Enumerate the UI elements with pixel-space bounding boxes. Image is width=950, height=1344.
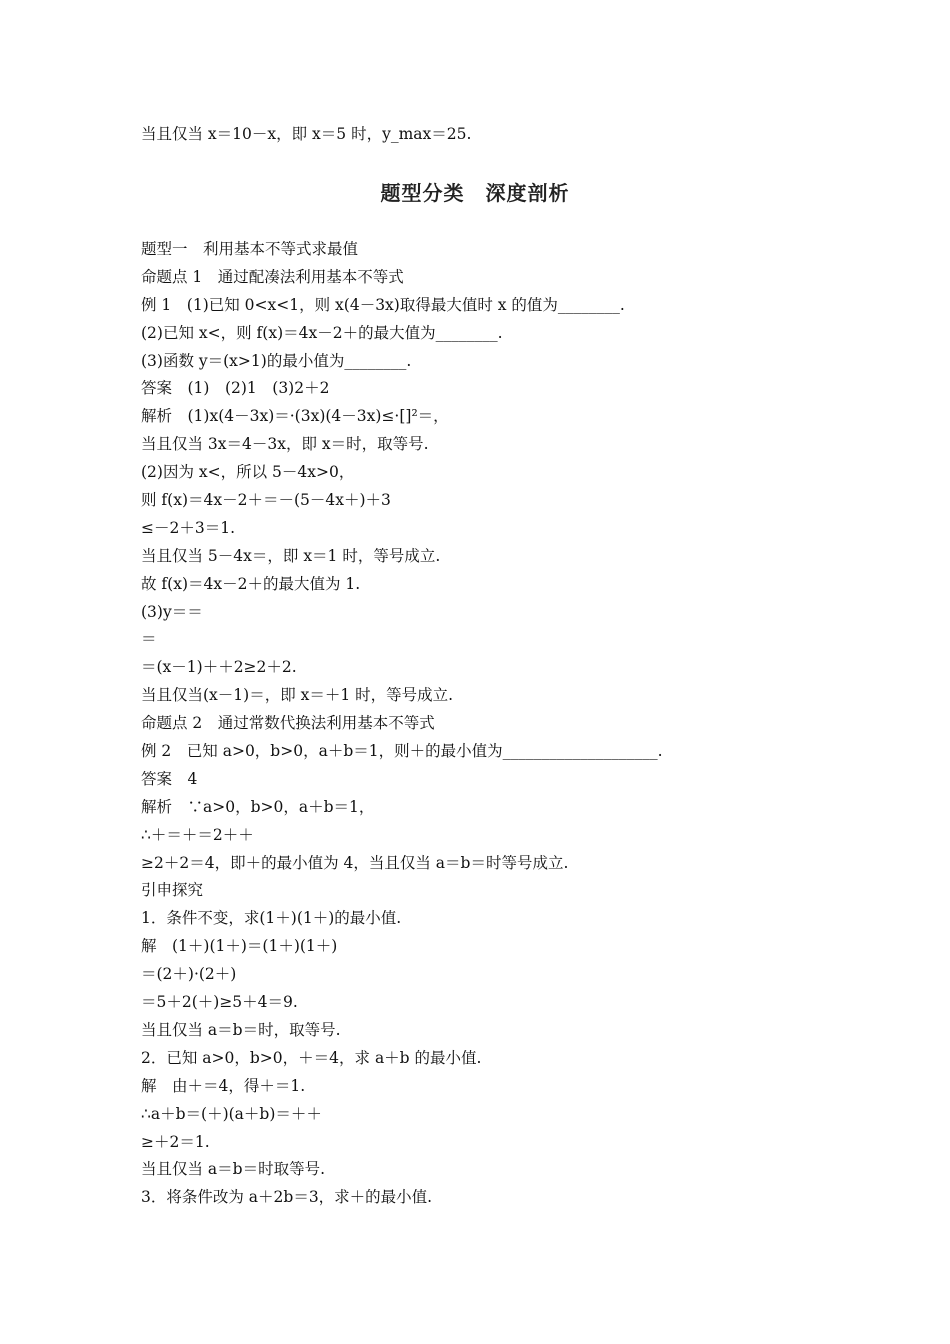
text-line-content: ＝(x－1)＋＋2≥2＋2. (141, 658, 297, 677)
text-line-content: ∴＋＝＋＝2＋＋ (141, 825, 254, 844)
text-line (141, 375, 841, 403)
text-line-content: 2．已知 a>0，b>0，＋＝4，求 a＋b 的最小值. (141, 1048, 482, 1067)
text-line (141, 236, 841, 264)
text-line (141, 264, 841, 292)
text-line-content: 当且仅当 a＝b＝时取等号. (141, 1160, 326, 1179)
text-line (141, 459, 841, 487)
text-line (141, 738, 841, 766)
text-line-content: 解析 ∵a>0，b>0，a＋b＝1， (141, 797, 375, 816)
text-line (141, 794, 841, 822)
text-line-content: 当且仅当(x－1)＝，即 x＝＋1 时，等号成立. (141, 686, 454, 705)
text-line-content: 1．条件不变，求(1＋)(1＋)的最小值. (141, 909, 402, 928)
content-body (141, 236, 841, 1212)
text-line (141, 961, 841, 989)
text-line-content: (2)已知 x<，则 f(x)＝4x－2＋的最大值为________. (141, 323, 503, 342)
text-line-content: (3)y＝＝ (141, 602, 203, 621)
text-line (141, 682, 841, 710)
text-line (141, 654, 841, 682)
text-line-content: 则 f(x)＝4x－2＋＝－(5－4x＋)＋3 (141, 491, 391, 510)
text-line-content: 命题点 2 通过常数代换法利用基本不等式 (141, 714, 435, 733)
text-line-content: ∴a＋b＝(＋)(a＋b)＝＋＋ (141, 1104, 322, 1123)
text-line-content: (2)因为 x<，所以 5－4x>0， (141, 463, 355, 482)
text-line (141, 822, 841, 850)
text-line-content: 故 f(x)＝4x－2＋的最大值为 1. (141, 574, 361, 593)
text-line-content: 例 1 (1)已知 0<x<1，则 x(4－3x)取得最大值时 x 的值为________. (141, 295, 625, 314)
text-line-content: 当且仅当 3x＝4－3x，即 x＝时，取等号. (141, 435, 429, 454)
text-line-content: 例 2 已知 a>0，b>0，a＋b＝1，则＋的最小值为____________________. (141, 742, 663, 761)
text-line (141, 403, 841, 431)
text-line-content: 解析 (1)x(4－3x)＝·(3x)(4－3x)≤·[]²＝， (141, 407, 449, 426)
text-line-content: 当且仅当 a＝b＝时，取等号. (141, 1020, 341, 1039)
section-title: 题型分类 深度剖析 (380, 181, 570, 205)
text-line-content: ＝(2＋)·(2＋) (141, 965, 237, 984)
text-line (141, 877, 841, 905)
text-line (141, 850, 841, 878)
text-line (141, 1101, 841, 1129)
text-line (141, 543, 841, 571)
text-line (141, 766, 841, 794)
text-line (141, 933, 841, 961)
text-line-content: 解 (1＋)(1＋)＝(1＋)(1＋) (141, 937, 338, 956)
text-line (141, 1129, 841, 1157)
text-line (141, 1073, 841, 1101)
text-line-content: 引申探究 (141, 881, 204, 900)
text-line (141, 1156, 841, 1184)
text-line (141, 292, 841, 320)
text-line (141, 1017, 841, 1045)
text-line-content: ＝ (141, 630, 157, 649)
text-line (141, 431, 841, 459)
text-line-content: ＝5＋2(＋)≥5＋4＝9. (141, 993, 298, 1012)
top-line (141, 122, 471, 144)
top-line-text: 当且仅当 x＝10－x，即 x＝5 时，y_max＝25. (141, 125, 472, 143)
text-line-content: 解 由＋＝4，得＋＝1. (141, 1076, 306, 1095)
text-line (141, 989, 841, 1017)
text-line-content: (3)函数 y＝(x>1)的最小值为________. (141, 351, 412, 370)
text-line-content: ≥2＋2＝4，即＋的最小值为 4，当且仅当 a＝b＝时等号成立. (141, 853, 569, 872)
text-line-content: 当且仅当 5－4x＝，即 x＝1 时，等号成立. (141, 546, 441, 565)
text-line (141, 571, 841, 599)
text-line (141, 1045, 841, 1073)
text-line-content: ≤－2＋3＝1. (141, 518, 235, 537)
text-line-content: 3．将条件改为 a＋2b＝3，求＋的最小值. (141, 1188, 433, 1207)
text-line (141, 626, 841, 654)
text-line-content: 命题点 1 通过配凑法利用基本不等式 (141, 267, 404, 286)
text-line (141, 487, 841, 515)
text-line-content: 答案 (1) (2)1 (3)2＋2 (141, 379, 330, 398)
text-line (141, 1184, 841, 1212)
text-line (141, 515, 841, 543)
text-line (141, 710, 841, 738)
text-line (141, 905, 841, 933)
text-line (141, 320, 841, 348)
text-line-content: 题型一 利用基本不等式求最值 (141, 240, 359, 258)
text-line-content: ≥＋2＝1. (141, 1132, 210, 1151)
text-line (141, 599, 841, 627)
text-line (141, 348, 841, 376)
text-line-content: 答案 4 (141, 769, 198, 788)
